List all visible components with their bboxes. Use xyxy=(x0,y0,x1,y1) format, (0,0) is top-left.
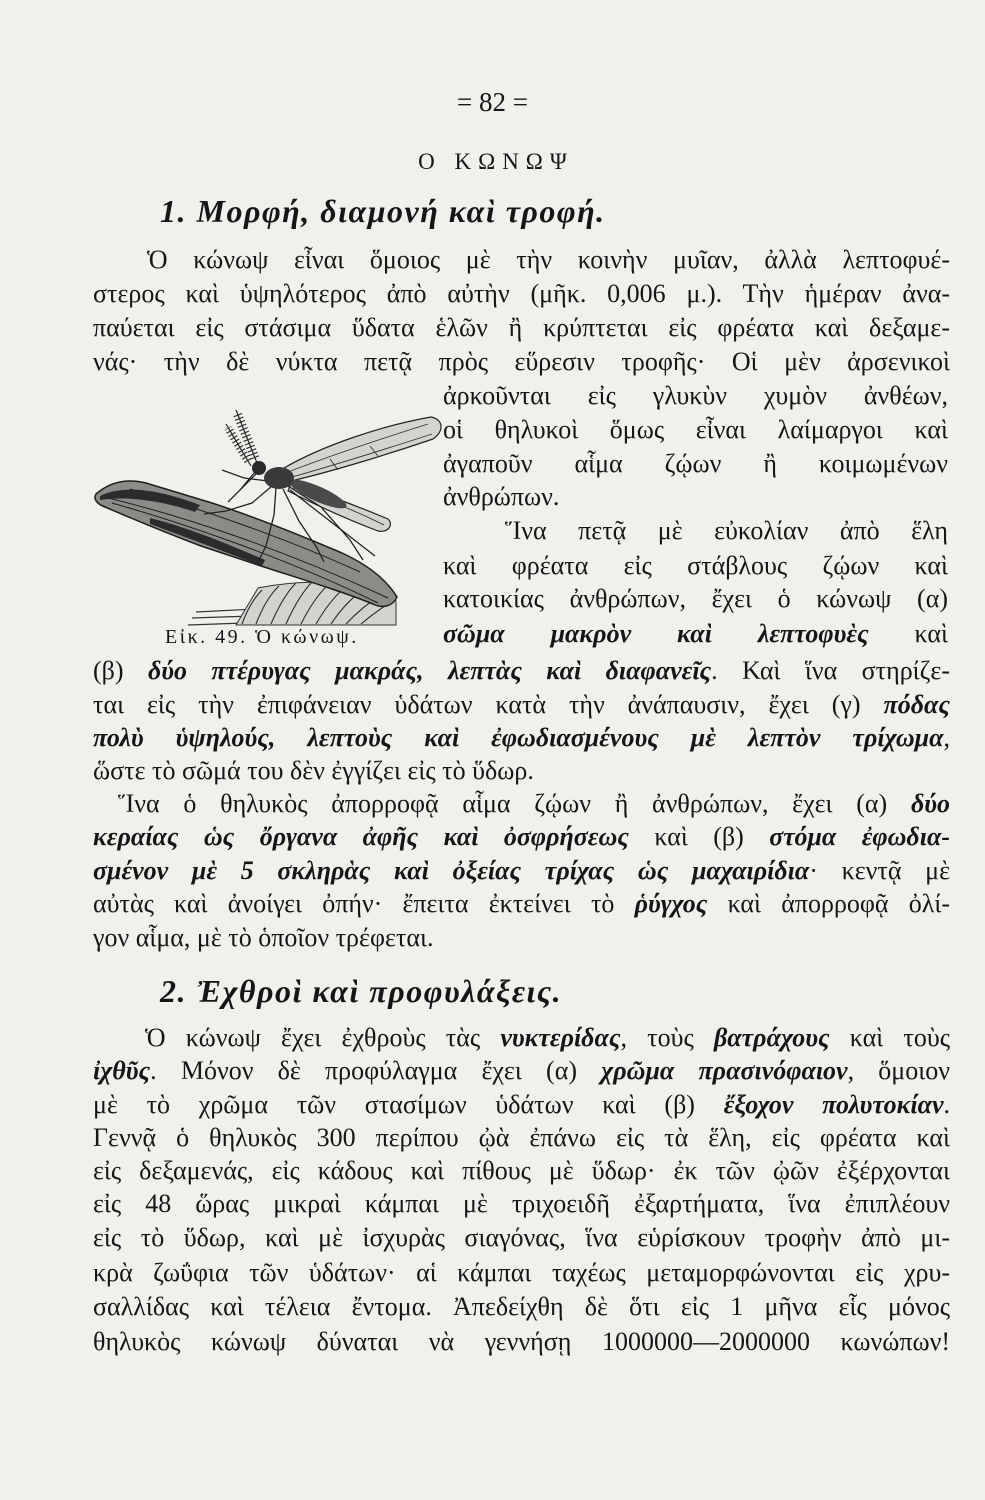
mosquito-illustration xyxy=(85,385,445,630)
text-segment: παύεται εἰς στάσιμα ὕδατα ἑλῶν ἢ κρύπτεται εἰς φρέατα καὶ δεξαμε- xyxy=(93,313,950,342)
text-line xyxy=(443,480,948,514)
page-number: = 82 = xyxy=(457,87,528,117)
emphasis: σμένον μὲ 5 σκληρὰς καὶ ὀξείας τρίχας ὡς μαχαιρίδια xyxy=(93,856,810,885)
text-line xyxy=(93,1256,950,1290)
text-segment: ται εἰς τὴν ἐπιφάνειαν ὑδάτων κατὰ τὴν ἀνάπαυσιν, ἔχει (γ) xyxy=(93,690,884,719)
text-segment: ὥστε τὸ σῶμά του δὲν ἐγγίζει εἰς τὸ ὕδωρ. xyxy=(93,756,534,785)
text-line xyxy=(505,514,948,548)
proboscis xyxy=(228,472,256,502)
text-segment: σαλλίδας καὶ τέλεια ἔντομα. Ἀπεδείχθη δὲ ὅτι εἰς 1 μῆνα εἷς μόνος xyxy=(93,1292,950,1321)
emphasis: νυκτερίδας xyxy=(500,1023,621,1052)
text-segment: καὶ φρέατα εἰς στάβλους ζῴων καὶ xyxy=(443,551,948,580)
text-segment: κρὰ ζωΰφια τῶν ὑδάτων· αἱ κάμπαι ταχέως μεταμορφώνονται εἰς χρυ- xyxy=(93,1258,950,1287)
text-line xyxy=(93,754,950,788)
text-segment: εἰς 48 ὥρας μικραὶ κάμπαι μὲ τριχοειδῆ ἐξαρτήματα, ἵνα ἐπιπλέουν xyxy=(93,1189,950,1218)
text-line xyxy=(93,277,950,311)
text-segment: . xyxy=(943,1090,950,1119)
text-line xyxy=(93,688,950,722)
emphasis: στόμα ἐφωδια- xyxy=(769,822,951,851)
emphasis: ῥύγχος xyxy=(634,889,708,918)
wing xyxy=(284,417,441,481)
text-segment: · κεντᾷ μὲ xyxy=(809,856,950,885)
text-line xyxy=(93,1221,950,1255)
thorax xyxy=(264,467,294,489)
text-line xyxy=(443,582,948,616)
text-segment: , xyxy=(943,723,950,752)
text-line xyxy=(147,243,950,277)
text-line xyxy=(93,1325,950,1359)
text-segment: γον αἷμα, μὲ τὸ ὁποῖον τρέφεται. xyxy=(93,923,434,952)
text-line xyxy=(443,549,948,583)
text-line xyxy=(93,654,950,688)
text-line xyxy=(93,1088,950,1122)
emphasis: δύο πτέρυγας μακράς, λεπτὰς καὶ διαφανεῖς xyxy=(147,656,712,685)
text-segment: θηλυκὸς κώνωψ δύναται νὰ γεννήσῃ 1000000—2000000 κωνώπων! xyxy=(93,1327,950,1356)
emphasis: πολὺ ὑψηλούς, λεπτοὺς καὶ ἐφωδιασμένους μὲ λεπτὸν τρίχωμα xyxy=(93,723,944,752)
text-segment: Ἵνα ὁ θηλυκὸς ἀπορροφᾷ αἷμα ζῴων ἢ ἀνθρώπων, ἔχει (α) xyxy=(118,789,911,818)
emphasis: σῶμα μακρὸν καὶ λεπτοφυὲς xyxy=(443,619,869,648)
text-segment: καὶ ἀπορροφᾷ ὀλί- xyxy=(707,889,950,918)
text-segment: καὶ τοὺς xyxy=(829,1023,951,1052)
chapter-title: Ο ΚΩΝΩΨ xyxy=(418,149,574,174)
text-line xyxy=(93,854,950,888)
emphasis: ἰχθῦς xyxy=(93,1056,151,1085)
text-line xyxy=(93,887,950,921)
text-segment: Γεννᾷ ὁ θηλυκὸς 300 περίπου ᾠὰ ἐπάνω εἰς τὰ ἕλη, εἰς φρέατα καὶ xyxy=(93,1123,950,1152)
text-segment: , τοὺς xyxy=(620,1023,714,1052)
text-line xyxy=(93,1290,950,1324)
section-heading-1: 1. Μορφή, διαμονή καὶ τροφή. xyxy=(160,193,606,229)
text-line xyxy=(443,617,948,651)
text-segment: οἱ θηλυκοὶ ὅμως εἶναι λαίμαργοι καὶ xyxy=(443,415,948,444)
text-segment: μὲ τὸ χρῶμα τῶν στασίμων ὑδάτων καὶ (β) xyxy=(93,1090,724,1119)
text-line xyxy=(93,721,950,755)
emphasis: δύο xyxy=(910,789,950,818)
figure-caption: Εἰκ. 49. Ὁ κώνωψ. xyxy=(165,626,359,648)
text-segment: (β) xyxy=(93,656,148,685)
text-line xyxy=(93,1187,950,1221)
text-line xyxy=(93,1054,950,1088)
text-segment: . Καὶ ἵνα στηρίζε- xyxy=(711,656,951,685)
text-segment: Ὁ κώνωψ εἶναι ὅμοιος μὲ τὴν κοινὴν μυῖαν, ἀλλὰ λεπτοφυέ- xyxy=(147,245,950,274)
text-line xyxy=(93,345,950,379)
text-segment: κατοικίας ἀνθρώπων, ἔχει ὁ κώνωψ (α) xyxy=(443,584,948,613)
text-segment: καὶ xyxy=(868,619,948,648)
text-segment: καὶ (β) xyxy=(628,822,770,851)
text-segment: στερος καὶ ὑψηλότερος ἀπὸ αὐτὴν (μῆκ. 0,006 μ.). Τὴν ἡμέραν ἀνα- xyxy=(93,279,950,308)
text-line xyxy=(443,413,948,447)
emphasis: χρῶμα πρασινόφαιον xyxy=(601,1056,848,1085)
text-segment: εἰς δεξαμενάς, εἰς κάδους καὶ πίθους μὲ ὕδωρ· ἐκ τῶν ᾠῶν ἐξέρχονται xyxy=(93,1156,950,1185)
text-line xyxy=(443,379,948,413)
text-segment: εἰς τὸ ὕδωρ, καὶ μὲ ἰσχυρὰς σιαγόνας, ἵνα εὑρίσκουν τροφὴν ἀπὸ μι- xyxy=(93,1223,950,1252)
emphasis: πόδας xyxy=(883,690,950,719)
text-segment: . Μόνον δὲ προφύλαγμα ἔχει (α) xyxy=(150,1056,602,1085)
section-heading-2: 2. Ἐχθροὶ καὶ προφυλάξεις. xyxy=(160,973,563,1009)
text-segment: Ἵνα πετᾷ μὲ εὐκολίαν ἀπὸ ἕλη xyxy=(505,516,948,545)
text-segment: ἀνθρώπων. xyxy=(443,482,560,511)
text-segment: , ὅμοιον xyxy=(847,1056,950,1085)
emphasis: ἔξοχον πολυτοκίαν xyxy=(723,1090,944,1119)
text-line xyxy=(93,1154,950,1188)
text-line xyxy=(93,921,950,955)
emphasis: κεραίας ὡς ὄργανα ἀφῆς καὶ ὀσφρήσεως xyxy=(93,822,629,851)
emphasis: βατράχους xyxy=(713,1023,830,1052)
text-line xyxy=(93,820,950,854)
text-line xyxy=(443,447,948,481)
text-segment: αὐτὰς καὶ ἀνοίγει ὀπήν· ἔπειτα ἐκτείνει τὸ xyxy=(93,889,635,918)
text-segment: νάς· τὴν δὲ νύκτα πετᾷ πρὸς εὕρεσιν τροφῆς· Οἱ μὲν ἀρσενικοὶ xyxy=(93,347,950,376)
antenna xyxy=(226,424,251,466)
text-line xyxy=(93,311,950,345)
text-line xyxy=(93,1121,950,1155)
antenna xyxy=(236,410,257,463)
text-line xyxy=(118,787,950,821)
text-line xyxy=(145,1021,950,1055)
text-segment: Ὁ κώνωψ ἔχει ἐχθροὺς τὰς xyxy=(145,1023,501,1052)
text-segment: ἀγαποῦν αἷμα ζῴων ἢ κοιμωμένων xyxy=(443,449,948,478)
text-segment: ἀρκοῦνται εἰς γλυκὺν χυμὸν ἀνθέων, xyxy=(443,381,948,410)
